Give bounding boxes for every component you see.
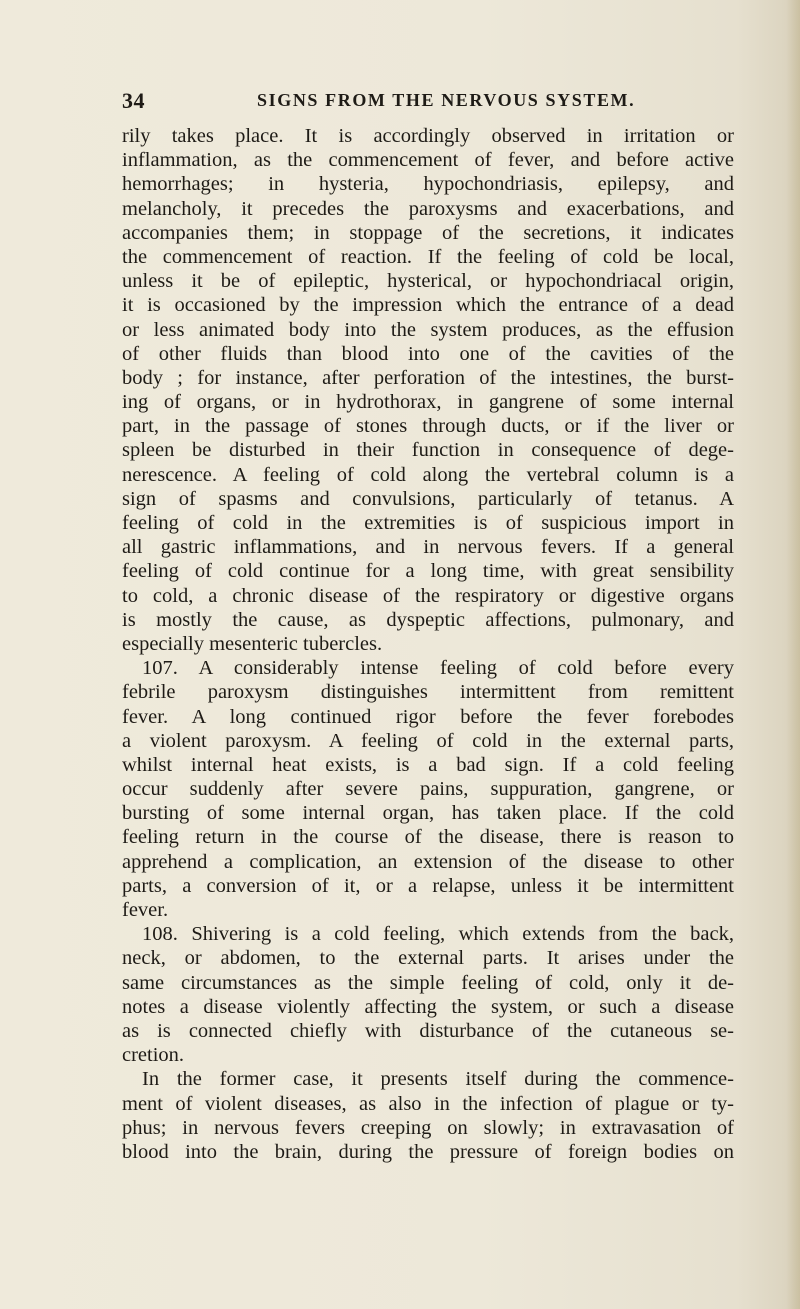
page-edge-shadow: [786, 0, 800, 1309]
text-line: same circumstances as the simple feeling of cold, only it de-: [122, 971, 734, 994]
body-text: [122, 124, 734, 1164]
text-line: to cold, a chronic disease of the respiratory or digestive organs: [122, 584, 734, 607]
text-line: febrile paroxysm distinguishes intermittent from remittent: [122, 681, 734, 704]
text-line: unless it be of epileptic, hysterical, or hypochondriacal origin,: [122, 270, 734, 293]
page-header: [122, 88, 732, 114]
text-line: accompanies them; in stoppage of the secretions, it indicates: [122, 221, 734, 244]
text-line: body ; for instance, after perforation of the intestines, the burst-: [122, 366, 734, 389]
text-line: as is connected chiefly with disturbance of the cutaneous se-: [122, 1019, 734, 1042]
text-line: feeling return in the course of the disease, there is reason to: [122, 826, 734, 849]
text-line: melancholy, it precedes the paroxysms and exacerbations, and: [122, 197, 734, 220]
text-line: part, in the passage of stones through ducts, or if the liver or: [122, 415, 734, 438]
paragraph-108-start: 108. Shivering is a cold feeling, which extends from the back,: [142, 923, 734, 946]
text-line: it is occasioned by the impression which the entrance of a dead: [122, 294, 734, 317]
text-line: is mostly the cause, as dyspeptic affections, pulmonary, and: [122, 608, 734, 631]
text-line: whilst internal heat exists, is a bad sign. If a cold feeling: [122, 753, 734, 776]
text-line: blood into the brain, during the pressure of foreign bodies on: [122, 1140, 734, 1163]
text-line: rily takes place. It is accordingly observed in irritation or: [122, 125, 734, 147]
text-line: bursting of some internal organ, has taken place. If the cold: [122, 802, 734, 825]
text-line: cretion.: [122, 1044, 185, 1067]
text-line: of other fluids than blood into one of the cavities of the: [122, 342, 734, 365]
text-line: fever.: [122, 899, 169, 921]
text-line: phus; in nervous fevers creeping on slowly; in extravasation of: [122, 1116, 734, 1139]
text-line: ment of violent diseases, as also in the infection of plague or ty-: [122, 1092, 734, 1115]
text-line: neck, or abdomen, to the external parts. It arises under the: [122, 947, 734, 970]
text-line: all gastric inflammations, and in nervous fevers. If a general: [122, 536, 734, 559]
text-line: notes a disease violently affecting the system, or such a disease: [122, 995, 734, 1018]
text-line: inflammation, as the commencement of fever, and before active: [122, 149, 734, 172]
text-line: nerescence. A feeling of cold along the vertebral column is a: [122, 463, 734, 486]
text-line: ing of organs, or in hydrothorax, in gangrene of some internal: [122, 391, 734, 414]
text-line: feeling of cold in the extremities is of suspicious import in: [122, 512, 734, 534]
text-line: occur suddenly after severe pains, suppuration, gangrene, or: [122, 778, 734, 801]
running-head: SIGNS FROM THE NERVOUS SYSTEM.: [257, 90, 636, 110]
text-line: spleen be disturbed in their function in consequence of dege-: [122, 439, 734, 462]
text-line: fever. A long continued rigor before the fever forebodes: [122, 705, 734, 728]
text-line: parts, a conversion of it, or a relapse, unless it be intermittent: [122, 874, 734, 897]
text-line: hemorrhages; in hysteria, hypochondriasis, epilepsy, and: [122, 173, 734, 196]
paragraph-107-start: 107. A considerably intense feeling of cold before every: [142, 657, 734, 680]
text-line: especially mesenteric tubercles.: [122, 632, 383, 655]
text-line: or less animated body into the system produces, as the effusion: [122, 318, 734, 341]
text-line: the commencement of reaction. If the feeling of cold be local,: [122, 245, 734, 268]
text-line: feeling of cold continue for a long time, with great sensibility: [122, 560, 734, 583]
page-number: 34: [122, 88, 145, 113]
text-line: apprehend a complication, an extension of the disease to other: [122, 850, 734, 873]
text-line: sign of spasms and convulsions, particularly of tetanus. A: [122, 487, 734, 510]
text-line: a violent paroxysm. A feeling of cold in the external parts,: [122, 729, 734, 752]
paragraph-start: In the former case, it presents itself during the commence-: [142, 1068, 734, 1091]
